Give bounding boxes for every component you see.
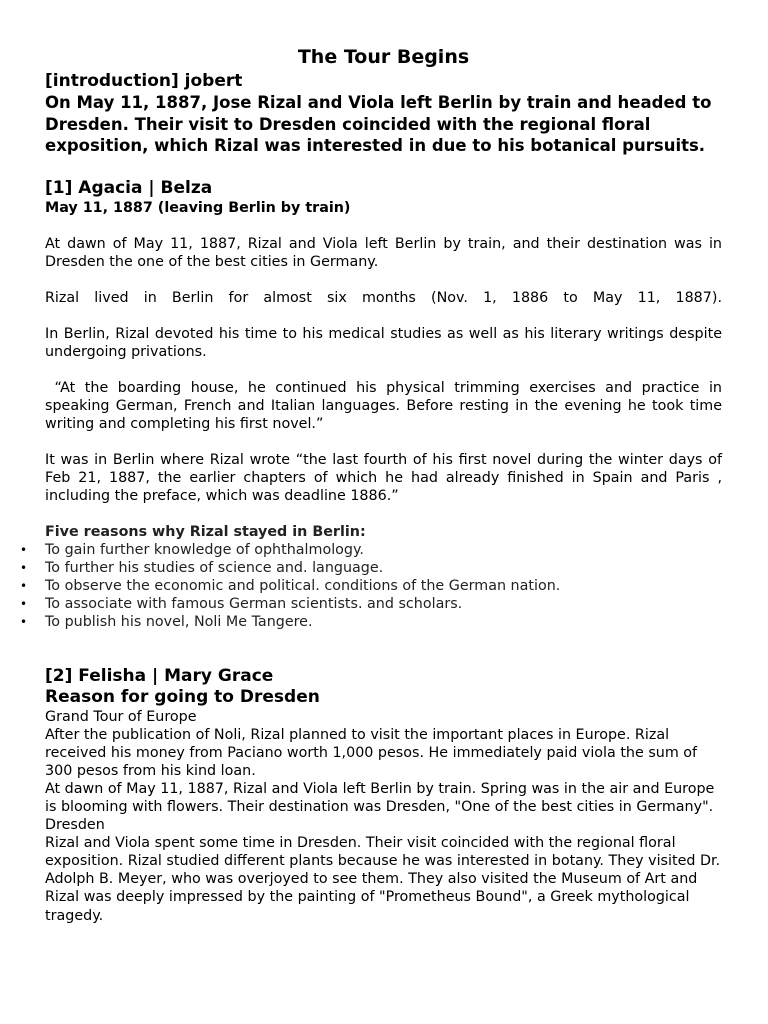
list-item: • To observe the economic and political. conditions of the German nation. xyxy=(45,577,722,595)
section-1-subheading: May 11, 1887 (leaving Berlin by train) xyxy=(45,199,351,216)
section-1-heading: [1] Agacia | Belza xyxy=(45,177,213,198)
reasons-heading: Five reasons why Rizal stayed in Berlin: xyxy=(45,523,366,540)
reasons-list xyxy=(45,541,722,632)
section-1-paragraph: In Berlin, Rizal devoted his time to his medical studies as well as his literary writings despite undergoing privations. xyxy=(45,325,722,360)
list-item: • To gain further knowledge of ophthalmology. xyxy=(45,541,722,559)
section-2-line: Grand Tour of Europe xyxy=(45,708,197,725)
intro-heading: [introduction] jobert xyxy=(45,71,243,91)
section-2-line: Dresden xyxy=(45,817,105,834)
section-2-heading: [2] Felisha | Mary Grace xyxy=(45,665,274,686)
section-2-subheading: Reason for going to Dresden xyxy=(45,686,320,707)
section-2-line: Rizal and Viola spent some time in Dresden. Their visit coincided with the regional floral exposition. Rizal studied different plants because he was interested in botany. They visited Dr. Adolph B. Meyer, who was overjoyed to see them. They also visited the Museum of Art and Rizal was deeply impressed by the painting of "Prometheus Bound", a Greek mythological tragedy. xyxy=(45,835,721,924)
page-title: The Tour Begins xyxy=(297,46,470,68)
document-page xyxy=(45,44,727,925)
list-item: • To publish his novel, Noli Me Tangere. xyxy=(45,613,722,631)
section-1-paragraph: At dawn of May 11, 1887, Rizal and Viola left Berlin by train, and their destination was in Dresden the one of the best cities in Germany. xyxy=(45,235,722,270)
list-item: • To associate with famous German scientists. and scholars. xyxy=(45,595,722,613)
section-2-line: After the publication of Noli, Rizal planned to visit the important places in Europe. Rizal received his money from Paciano worth 1,000 pesos. He immediately paid viola the sum of 300 pesos from his kind loan. xyxy=(45,726,698,779)
list-item: • To further his studies of science and. language. xyxy=(45,559,722,577)
intro-body: On May 11, 1887, Jose Rizal and Viola left Berlin by train and headed to Dresden. Their visit to Dresden coincided with the regional floral exposition, which Rizal was interested in due to his botanical pursuits. xyxy=(45,93,712,155)
section-2-line: At dawn of May 11, 1887, Rizal and Viola left Berlin by train. Spring was in the air and Europe is blooming with flowers. Their destination was Dresden, "One of the best cities in Germany". xyxy=(45,780,715,815)
section-1-paragraph: It was in Berlin where Rizal wrote “the last fourth of his first novel during the winter days of Feb 21, 1887, the earlier chapters of which he had already finished in Spain and Paris , including the preface, which was deadline 1886.” xyxy=(45,451,722,504)
section-1-paragraph: “At the boarding house, he continued his physical trimming exercises and practice in speaking German, French and Italian languages. Before resting in the evening he took time writing and completing his first novel.” xyxy=(45,379,727,432)
section-1-paragraph: Rizal lived in Berlin for almost six months (Nov. 1, 1886 to May 11, 1887). xyxy=(45,289,722,306)
